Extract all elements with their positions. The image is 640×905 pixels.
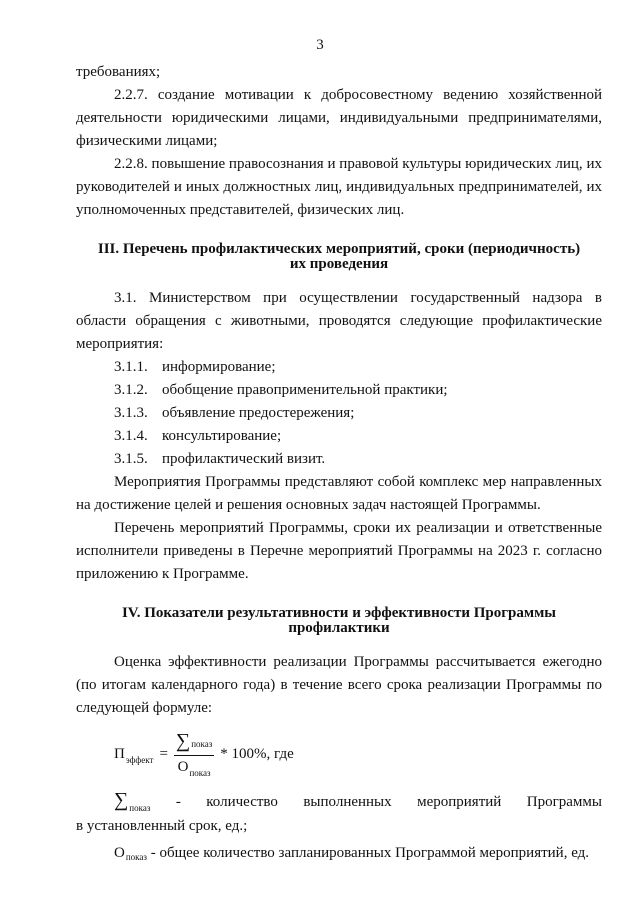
denominator-symbol: О xyxy=(177,759,189,775)
list-item xyxy=(76,356,602,379)
denominator-subscript: показ xyxy=(189,768,211,778)
section-3-heading-line2: их проведения xyxy=(289,256,389,272)
list-item-number: 3.1.5. xyxy=(114,451,148,467)
definition-sum-symbol-group xyxy=(114,791,150,815)
list-item xyxy=(76,379,602,402)
numerator-subscript: показ xyxy=(191,739,213,749)
definition-word: количество xyxy=(206,794,278,810)
definition-sum-continuation: в установленный срок, ед.; xyxy=(76,818,248,834)
formula-denominator xyxy=(176,758,213,777)
definition-planned-subscript: показ xyxy=(125,852,147,862)
fraction-bar xyxy=(174,755,214,756)
list-item-number: 3.1.2. xyxy=(114,382,148,398)
list-item-text: объявление предостережения; xyxy=(162,405,355,421)
formula-lhs xyxy=(114,743,153,767)
definition-sum-subscript: показ xyxy=(129,803,151,813)
paragraph-3-1: 3.1. Министерством при осуществлении государственный надзора в области обращения с животными, проводятся следующие профилактические мероприятия: xyxy=(76,290,602,352)
list-item xyxy=(76,402,602,425)
list-item-number: 3.1.1. xyxy=(114,359,148,375)
efficiency-formula xyxy=(114,732,602,777)
section-4-heading xyxy=(76,606,602,636)
paragraph-measures: Мероприятия Программы представляют собой комплекс мер направленных на достижение целей и решения основных задач настоящей Программы. xyxy=(76,474,602,513)
list-item-text: профилактический визит. xyxy=(162,451,326,467)
definition-sum-line xyxy=(76,791,602,815)
paragraph-measures-list: Перечень мероприятий Программы, сроки их реализации и ответственные исполнители приведены в Перечне мероприятий Программы на 2023 г. согласно приложению к Программе. xyxy=(76,520,602,582)
formula-lhs-symbol: П xyxy=(114,745,125,762)
formula-tail: * 100%, где xyxy=(220,746,294,762)
section-3-heading xyxy=(76,242,602,272)
paragraph-evaluation: Оценка эффективности реализации Программы рассчитывается ежегодно (по итогам календарного года) в течение всего срока реализации Программы по следующей формуле: xyxy=(76,654,602,716)
list-item xyxy=(76,448,602,471)
definition-word: - xyxy=(175,794,181,810)
list-item-text: консультирование; xyxy=(162,428,282,444)
definition-word: выполненных xyxy=(303,794,392,810)
definition-planned-text: - общее количество запланированных Программой мероприятий, ед. xyxy=(146,845,590,861)
list-item-text: информирование; xyxy=(162,359,276,375)
measures-list xyxy=(76,356,602,471)
formula-lhs-subscript: эффект xyxy=(125,754,154,765)
page-number: 3 xyxy=(316,37,324,53)
list-item xyxy=(76,425,602,448)
formula-equals: = xyxy=(159,746,168,762)
definition-planned xyxy=(76,842,602,866)
definition-word: Программы xyxy=(526,794,602,810)
list-item-number: 3.1.4. xyxy=(114,428,148,444)
list-item-number: 3.1.3. xyxy=(114,405,148,421)
sum-symbol: ∑ xyxy=(114,789,129,811)
paragraph-2-2-8: 2.2.8. повышение правосознания и правовой культуры юридических лиц, их руководителей и иных должностных лиц, индивидуальных предпринимателей, их уполномоченных представителей, физических лиц. xyxy=(76,156,602,218)
formula-numerator xyxy=(174,732,214,753)
paragraph-continuation: требованиях; xyxy=(76,64,161,80)
definition-planned-symbol: О xyxy=(114,845,125,861)
paragraph-2-2-7: 2.2.7. создание мотивации к добросовестному ведению хозяйственной деятельности юридическими лицами, индивидуальными предпринимателями, физическими лицами; xyxy=(76,87,602,149)
section-3-heading-line1: III. Перечень профилактических мероприятий, сроки (периодичность) xyxy=(97,241,581,257)
list-item-text: обобщение правоприменительной практики; xyxy=(162,382,448,398)
sum-symbol: ∑ xyxy=(175,730,191,752)
section-4-heading-line2: профилактики xyxy=(288,620,390,636)
section-4-heading-line1: IV. Показатели результативности и эффективности Программы xyxy=(121,605,557,621)
definition-word: мероприятий xyxy=(417,794,502,810)
formula-fraction xyxy=(174,732,214,777)
